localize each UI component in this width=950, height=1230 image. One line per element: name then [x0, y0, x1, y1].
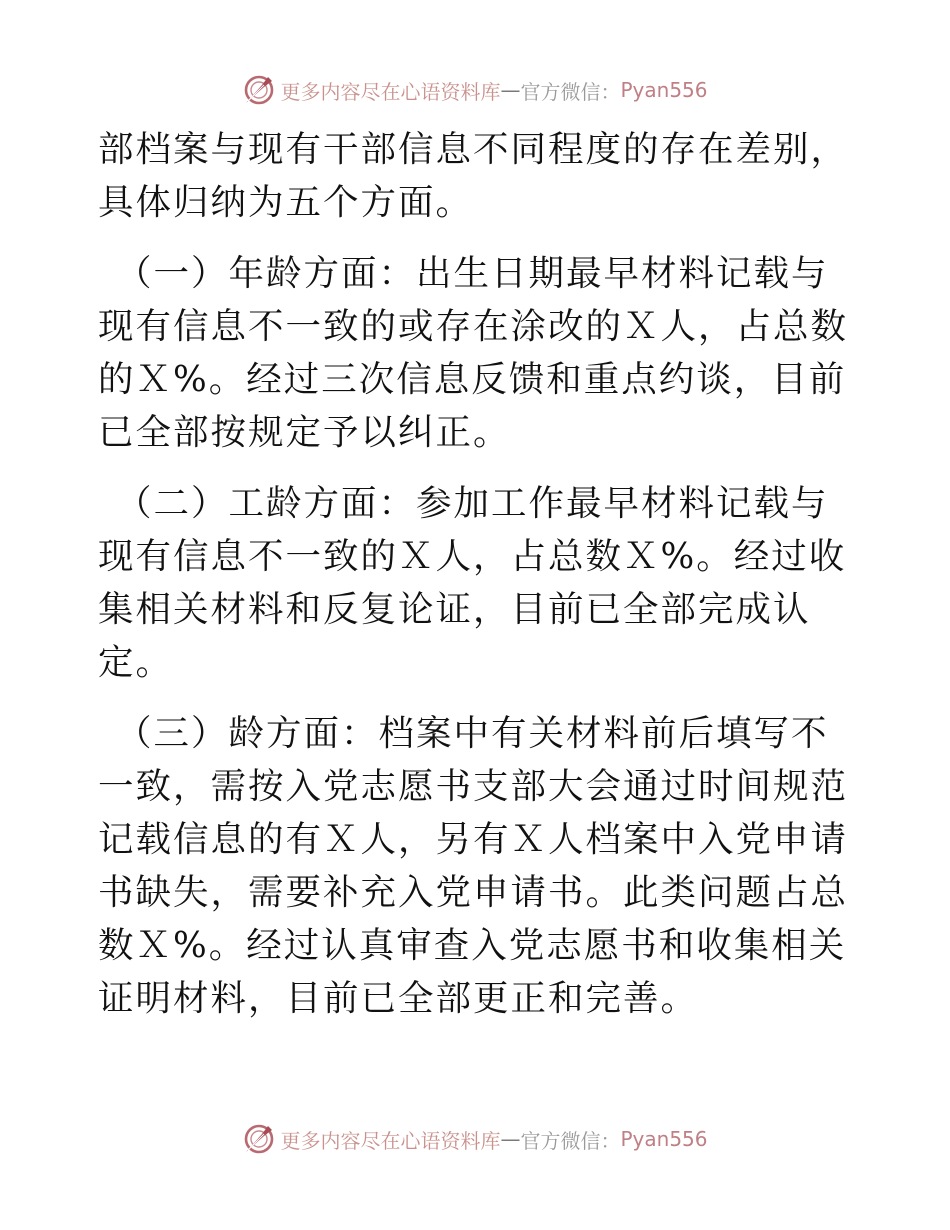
quill-pen-logo-icon	[242, 73, 276, 107]
document-body	[98, 123, 858, 1025]
paragraph-intro: 部档案与现有干部信息不同程度的存在差别，具体归纳为五个方面。	[98, 129, 849, 223]
footer-banner	[0, 1119, 950, 1159]
banner-brand-text: 更多内容尽在心语资料库	[280, 79, 501, 104]
paragraph-age: （一）年龄方面：出生日期最早材料记载与现有信息不一致的或存在涂改的Ｘ人，占总数的Ｘ%。经过三次信息反馈和重点约谈，目前已全部按规定予以纠正。	[98, 253, 849, 453]
banner-dash: —	[500, 1127, 521, 1151]
banner-account: Pyan556	[620, 78, 708, 102]
header-banner	[0, 70, 950, 110]
banner-account: Pyan556	[620, 1127, 708, 1151]
banner-brand-text: 更多内容尽在心语资料库	[280, 1128, 501, 1153]
banner-wechat-label: 官方微信：	[520, 79, 621, 104]
banner-wechat-label: 官方微信：	[520, 1128, 621, 1153]
quill-pen-logo-icon	[242, 1122, 276, 1156]
paragraph-work-years: （二）工龄方面：参加工作最早材料记载与现有信息不一致的Ｘ人，占总数Ｘ%。经过收集相关材料和反复论证，目前已全部完成认定。	[98, 483, 847, 683]
paragraph-party-years: （三）龄方面：档案中有关材料前后填写不一致，需按入党志愿书支部大会通过时间规范记载信息的有Ｘ人，另有Ｘ人档案中入党申请书缺失，需要补充入党申请书。此类问题占总数Ｘ%。经过认真审查入党志愿书和收集相关证明材料，目前已全部更正和完善。	[98, 713, 849, 1019]
banner-dash: —	[500, 78, 521, 102]
